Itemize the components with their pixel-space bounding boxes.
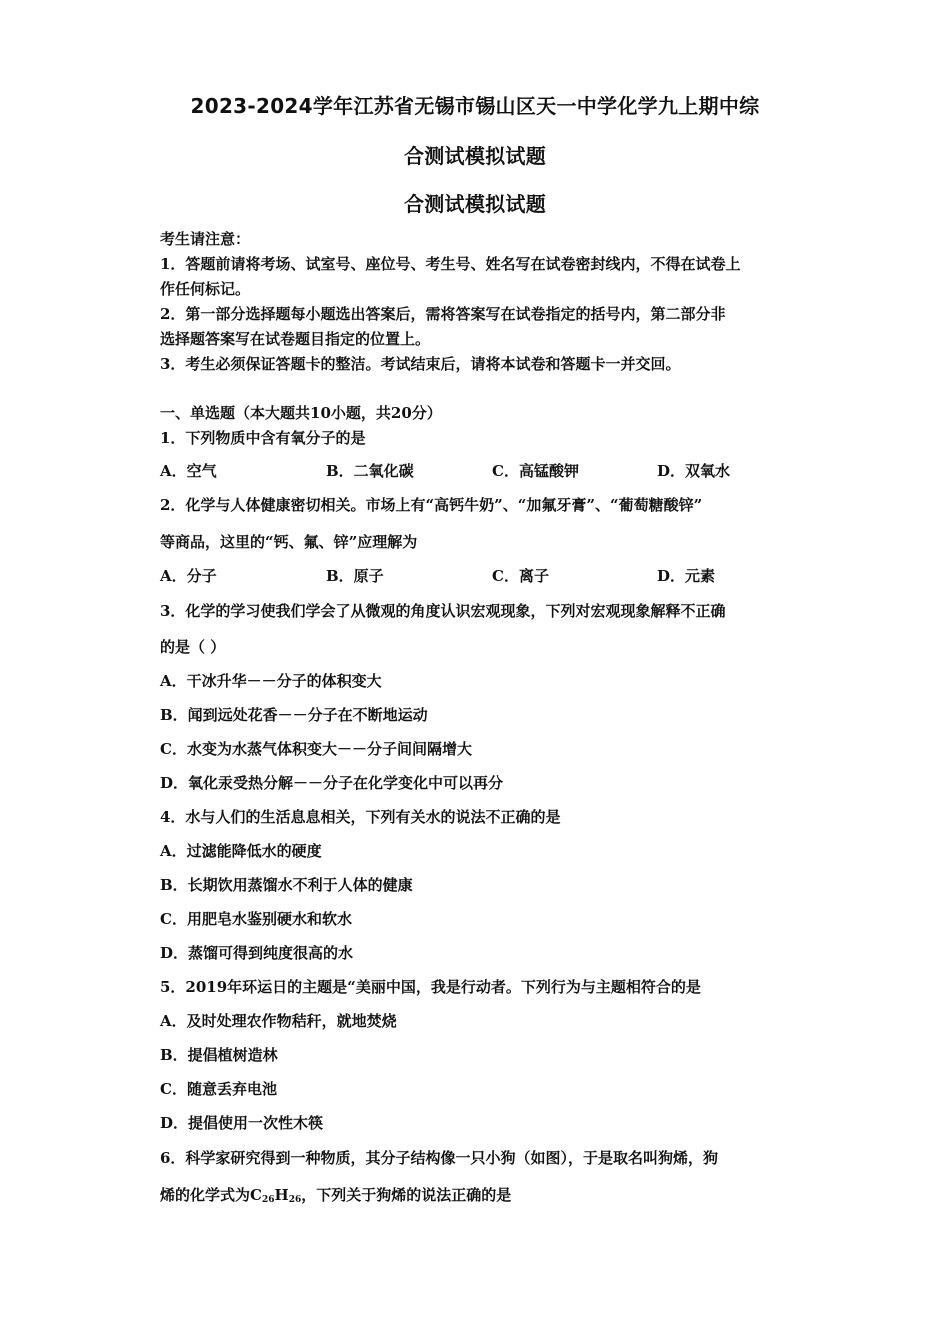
q3-stem-line1: 3．化学的学习使我们学会了从微观的角度认识宏观现象，下列对宏观现象解释不正确 — [160, 602, 726, 620]
formula-h-subscript: 26 — [288, 1195, 302, 1205]
q3-option-c: C．水变为水蒸气体积变大－－分子间间隔增大 — [160, 740, 472, 758]
q2-option-a: A．分子 — [160, 567, 217, 585]
doc-title-line2: 合测试模拟试题 — [403, 144, 547, 168]
q4-option-a: A．过滤能降低水的硬度 — [160, 842, 322, 860]
q5-option-b: B．提倡植树造林 — [160, 1046, 278, 1064]
q4-option-b: B．长期饮用蒸馏水不利于人体的健康 — [160, 876, 413, 894]
q1-stem: 1．下列物质中含有氧分子的是 — [160, 429, 366, 447]
notice-item2-line1: 2．第一部分选择题每小题选出答案后，需将答案写在试卷指定的括号内，第二部分非 — [160, 305, 726, 323]
q6-stem-line2 — [160, 1184, 511, 1205]
q3-option-d: D．氧化汞受热分解－－分子在化学变化中可以再分 — [160, 774, 504, 792]
q6-stem-prefix: 烯的化学式为 — [160, 1186, 251, 1204]
notice-heading: 考生请注意： — [160, 230, 251, 248]
q2-option-d: D．元素 — [657, 567, 716, 585]
notice-item2-line2: 选择题答案写在试卷题目指定的位置上。 — [160, 330, 431, 348]
q3-option-b: B．闻到远处花香－－分子在不断地运动 — [160, 706, 428, 724]
q2-option-b: B．原子 — [326, 567, 384, 585]
q1-option-b: B．二氧化碳 — [326, 462, 414, 480]
q5-option-c: C．随意丢弃电池 — [160, 1080, 277, 1098]
q5-option-a: A．及时处理农作物秸秆，就地焚烧 — [160, 1012, 397, 1030]
q5-stem: 5．2019年环运日的主题是“美丽中国，我是行动者。下列行为与主题相符合的是 — [160, 978, 701, 996]
q1-option-a: A．空气 — [160, 462, 217, 480]
q2-stem-line2: 等商品，这里的“钙、氟、锌”应理解为 — [160, 533, 418, 551]
formula-c: C — [250, 1186, 262, 1204]
q3-option-a: A．干冰升华－－分子的体积变大 — [160, 672, 382, 690]
formula-h: H — [274, 1186, 289, 1204]
q1-option-c: C．高锰酸钾 — [492, 462, 579, 480]
notice-item3: 3．考生必须保证答题卡的整洁。考试结束后，请将本试卷和答题卡一并交回。 — [160, 355, 681, 373]
q2-stem-line1: 2．化学与人体健康密切相关。市场上有“高钙牛奶”、“加氟牙膏”、“葡萄糖酸锌” — [160, 496, 703, 514]
doc-title-line1: 2023-2024学年江苏省无锡市锡山区天一中学化学九上期中综 — [190, 94, 760, 118]
q4-option-d: D．蒸馏可得到纯度很高的水 — [160, 944, 354, 962]
q1-option-d: D．双氧水 — [657, 462, 731, 480]
q6-stem-line1: 6．科学家研究得到一种物质，其分子结构像一只小狗（如图），于是取名叫狗烯，狗 — [160, 1149, 718, 1167]
formula-c-subscript: 26 — [261, 1195, 275, 1205]
q4-option-c: C．用肥皂水鉴别硬水和软水 — [160, 910, 352, 928]
q6-stem-suffix: ，下列关于狗烯的说法正确的是 — [301, 1186, 512, 1204]
section-heading: 一、单选题（本大题共10小题，共20分） — [160, 404, 442, 422]
q3-stem-line2: 的是（ ） — [160, 638, 226, 656]
notice-item1-line2: 作任何标记。 — [160, 280, 251, 298]
notice-item1-line1: 1．答题前请将考场、试室号、座位号、考生号、姓名写在试卷密封线内，不得在试卷上 — [160, 255, 741, 273]
doc-title-line3: 合测试模拟试题 — [403, 192, 547, 216]
q2-option-c: C．离子 — [492, 567, 549, 585]
q5-option-d: D．提倡使用一次性木筷 — [160, 1114, 324, 1132]
q4-stem: 4．水与人们的生活息息相关，下列有关水的说法不正确的是 — [160, 808, 561, 826]
q6-formula — [250, 1186, 301, 1204]
